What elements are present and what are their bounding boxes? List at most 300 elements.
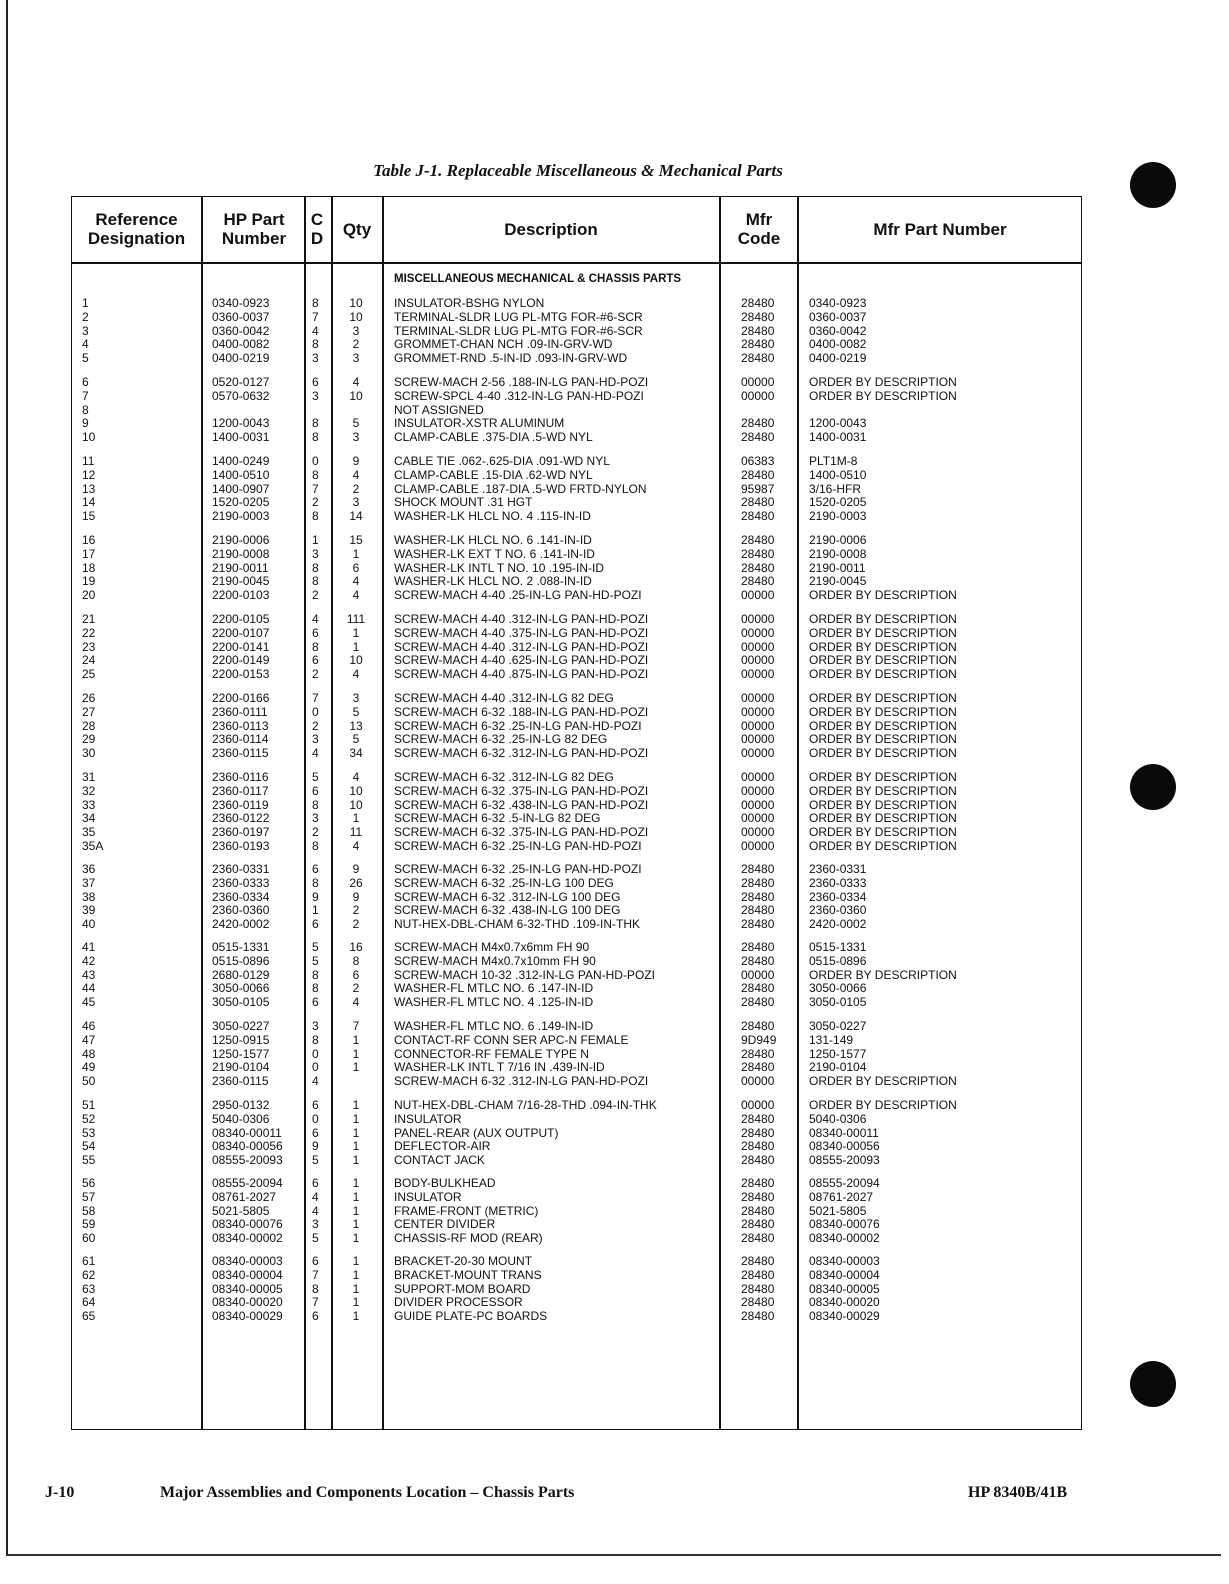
cell-mfr-code: 00000	[741, 783, 775, 798]
cell-quantity: 15	[349, 533, 363, 547]
cell-mfr-code: 9D949	[741, 1032, 777, 1047]
cell-check-digit: 3	[312, 388, 319, 403]
cell-check-digit: 6	[312, 1176, 319, 1190]
cell-ref-designation: 15	[82, 509, 96, 524]
cell-hp-part-number: 2360-0334	[212, 889, 270, 904]
cell-mfr-code: 28480	[741, 1295, 775, 1310]
cell-description: CONTACT JACK	[394, 1153, 485, 1168]
footer-page-number: J-10	[45, 1484, 75, 1501]
cell-mfr-part-number: 0515-0896	[809, 953, 867, 968]
cell-mfr-code: 00000	[741, 811, 775, 826]
cell-description: BRACKET-20-30 MOUNT	[394, 1254, 533, 1268]
cell-mfr-code: 28480	[741, 574, 775, 589]
cell-hp-part-number: 2360-0197	[212, 825, 270, 840]
table-row	[0, 589, 1229, 603]
cell-check-digit: 6	[312, 995, 319, 1010]
cell-quantity: 1	[352, 1217, 360, 1232]
table-row	[0, 404, 1229, 418]
cell-hp-part-number: 2360-0113	[212, 718, 269, 733]
cell-hp-part-number: 2360-0115	[212, 746, 269, 761]
cell-ref-designation: 7	[82, 388, 89, 403]
cell-quantity: 1	[352, 1111, 360, 1126]
cell-ref-designation: 39	[82, 903, 96, 918]
cell-check-digit: 6	[312, 625, 319, 640]
cell-hp-part-number: 2360-0122	[212, 811, 270, 826]
cell-hp-part-number: 1400-0907	[212, 481, 270, 496]
cell-mfr-code: 28480	[741, 1281, 775, 1296]
cell-check-digit: 3	[312, 1019, 319, 1033]
cell-quantity: 4	[352, 770, 360, 784]
table-row	[0, 325, 1229, 339]
cell-quantity: 16	[349, 940, 363, 954]
cell-ref-designation: 64	[82, 1295, 96, 1310]
cell-description: WASHER-LK INTL T 7/16 IN .439-IN-ID	[394, 1060, 605, 1075]
cell-hp-part-number: 08555-20094	[212, 1176, 283, 1190]
cell-quantity: 3	[352, 691, 360, 705]
cell-ref-designation: 17	[82, 546, 96, 561]
cell-check-digit: 6	[312, 653, 319, 668]
cell-ref-designation: 30	[82, 746, 96, 761]
cell-description: WASHER-LK EXT T NO. 6 .141-IN-ID	[394, 546, 595, 561]
cell-mfr-part-number: ORDER BY DESCRIPTION	[809, 612, 957, 626]
cell-check-digit: 6	[312, 1254, 319, 1268]
table-row	[0, 840, 1229, 854]
cell-check-digit: 2	[312, 718, 319, 733]
table-row	[0, 534, 1229, 548]
cell-mfr-code: 00000	[741, 838, 775, 853]
cell-ref-designation: 47	[82, 1032, 96, 1047]
cell-description: SCREW-MACH 6-32 .25-IN-LG 100 DEG	[394, 875, 614, 890]
cell-quantity: 9	[352, 889, 360, 904]
cell-quantity: 4	[352, 375, 360, 389]
cell-description: SCREW-MACH 6-32 .312-IN-LG 100 DEG	[394, 889, 621, 904]
cell-hp-part-number: 2200-0149	[212, 653, 270, 668]
cell-ref-designation: 45	[82, 995, 96, 1010]
cell-quantity: 1	[352, 1046, 360, 1061]
cell-check-digit: 8	[312, 416, 319, 431]
cell-mfr-code: 95987	[741, 481, 775, 496]
cell-ref-designation: 28	[82, 718, 96, 733]
cell-ref-designation: 41	[82, 940, 96, 954]
cell-quantity: 2	[352, 337, 360, 352]
cell-quantity: 6	[352, 967, 360, 982]
header-hp-part-number: HP Part Number	[221, 210, 287, 248]
cell-check-digit: 8	[312, 639, 319, 654]
cell-mfr-code: 00000	[741, 825, 775, 840]
table-row	[0, 1310, 1229, 1324]
row-group	[0, 1255, 1229, 1324]
cell-check-digit: 3	[312, 732, 319, 747]
table-row	[0, 376, 1229, 390]
row-group	[0, 1020, 1229, 1089]
cell-ref-designation: 24	[82, 653, 96, 668]
cell-mfr-part-number: ORDER BY DESCRIPTION	[809, 667, 957, 682]
cell-description: PANEL-REAR (AUX OUTPUT)	[394, 1125, 559, 1140]
cell-mfr-part-number: 08340-00020	[809, 1295, 880, 1310]
cell-check-digit: 3	[312, 546, 319, 561]
cell-mfr-part-number: 1400-0031	[809, 430, 867, 445]
cell-description: GUIDE PLATE-PC BOARDS	[394, 1309, 548, 1324]
cell-check-digit: 5	[312, 1153, 319, 1168]
cell-check-digit: 2	[312, 588, 319, 603]
cell-mfr-part-number: ORDER BY DESCRIPTION	[809, 811, 957, 826]
cell-hp-part-number: 08340-00020	[212, 1295, 283, 1310]
cell-mfr-code: 28480	[741, 416, 775, 431]
cell-hp-part-number: 2190-0008	[212, 546, 270, 561]
cell-hp-part-number: 2200-0141	[212, 639, 270, 654]
cell-mfr-part-number: 3050-0105	[809, 995, 867, 1010]
cell-check-digit: 5	[312, 953, 319, 968]
table-row	[0, 1205, 1229, 1219]
cell-check-digit: 4	[312, 612, 319, 626]
cell-mfr-part-number: ORDER BY DESCRIPTION	[809, 639, 957, 654]
cell-mfr-code: 00000	[741, 588, 775, 603]
cell-quantity: 4	[352, 574, 360, 589]
table-row	[0, 812, 1229, 826]
cell-mfr-part-number: ORDER BY DESCRIPTION	[809, 718, 957, 733]
cell-description: CENTER DIVIDER	[394, 1217, 496, 1232]
cell-description: SCREW-MACH 6-32 .25-IN-LG PAN-HD-POZI	[394, 838, 642, 853]
table-row	[0, 455, 1229, 469]
cell-ref-designation: 59	[82, 1217, 96, 1232]
footer-model: HP 8340B/41B	[968, 1484, 1068, 1501]
row-group	[0, 534, 1229, 603]
cell-hp-part-number: 2420-0002	[212, 917, 270, 932]
cell-hp-part-number: 2360-0114	[212, 732, 269, 747]
cell-mfr-part-number: ORDER BY DESCRIPTION	[809, 388, 957, 403]
cell-hp-part-number: 2200-0153	[212, 667, 270, 682]
cell-mfr-code: 28480	[741, 1111, 775, 1126]
cell-hp-part-number: 2680-0129	[212, 967, 270, 982]
cell-quantity: 9	[352, 862, 360, 876]
cell-description: WASHER-LK HLCL NO. 6 .141-IN-ID	[394, 533, 592, 547]
table-row	[0, 706, 1229, 720]
cell-mfr-code: 28480	[741, 323, 775, 338]
cell-mfr-part-number: 3050-0066	[809, 981, 867, 996]
cell-mfr-code: 28480	[741, 1125, 775, 1140]
cell-description: NUT-HEX-DBL-CHAM 6-32-THD .109-IN-THK	[394, 917, 641, 932]
cell-quantity: 1	[352, 1176, 360, 1190]
cell-description: WASHER-LK HLCL NO. 2 .088-IN-ID	[394, 574, 592, 589]
cell-description: SCREW-MACH 6-32 .375-IN-LG PAN-HD-POZI	[394, 825, 649, 840]
cell-mfr-code: 06383	[741, 454, 775, 468]
row-group	[0, 1099, 1229, 1168]
cell-check-digit: 9	[312, 889, 319, 904]
table-row	[0, 1269, 1229, 1283]
cell-hp-part-number: 08340-00029	[212, 1309, 283, 1324]
cell-ref-designation: 65	[82, 1309, 96, 1324]
cell-ref-designation: 34	[82, 811, 96, 826]
cell-check-digit: 7	[312, 481, 319, 496]
cell-check-digit: 9	[312, 1139, 319, 1154]
cell-description: CLAMP-CABLE .187-DIA .5-WD FRTD-NYLON	[394, 481, 647, 496]
cell-description: INSULATOR	[394, 1189, 462, 1204]
table-row	[0, 771, 1229, 785]
table-row	[0, 891, 1229, 905]
cell-hp-part-number: 2190-0003	[212, 509, 270, 524]
cell-description: WASHER-FL MTLC NO. 4 .125-IN-ID	[394, 995, 594, 1010]
cell-quantity: 7	[352, 1019, 360, 1033]
cell-quantity: 1	[352, 1281, 360, 1296]
cell-hp-part-number: 0570-0632	[212, 388, 270, 403]
cell-mfr-code: 28480	[741, 917, 775, 932]
cell-description: SCREW-MACH 4-40 .875-IN-LG PAN-HD-POZI	[394, 667, 649, 682]
cell-quantity: 4	[352, 838, 360, 853]
cell-hp-part-number: 3050-0227	[212, 1019, 270, 1033]
cell-hp-part-number: 5021-5805	[212, 1203, 270, 1218]
table-row	[0, 311, 1229, 325]
cell-check-digit: 5	[312, 1231, 319, 1246]
table-row	[0, 877, 1229, 891]
table-row	[0, 955, 1229, 969]
cell-mfr-code: 28480	[741, 1060, 775, 1075]
cell-mfr-code: 28480	[741, 1309, 775, 1324]
cell-hp-part-number: 1250-1577	[212, 1046, 270, 1061]
cell-mfr-code: 28480	[741, 1139, 775, 1154]
cell-mfr-code: 28480	[741, 1203, 775, 1218]
cell-description: SCREW-MACH 6-32 .188-IN-LG PAN-HD-POZI	[394, 704, 649, 719]
cell-check-digit: 8	[312, 509, 319, 524]
cell-ref-designation: 14	[82, 495, 96, 510]
cell-description: SCREW-MACH 6-32 .312-IN-LG PAN-HD-POZI	[394, 1074, 649, 1089]
table-row	[0, 1034, 1229, 1048]
cell-quantity: 10	[349, 653, 363, 668]
cell-hp-part-number: 1400-0249	[212, 454, 270, 468]
cell-hp-part-number: 1520-0205	[212, 495, 270, 510]
cell-mfr-part-number: ORDER BY DESCRIPTION	[809, 838, 957, 853]
cell-description: WASHER-LK HLCL NO. 4 .115-IN-ID	[394, 509, 591, 524]
cell-mfr-part-number: 08340-00056	[809, 1139, 880, 1154]
cell-quantity: 14	[349, 509, 363, 524]
table-row	[0, 1283, 1229, 1297]
table-row	[0, 1113, 1229, 1127]
cell-quantity: 2	[352, 981, 360, 996]
cell-hp-part-number: 08555-20093	[212, 1153, 283, 1168]
cell-hp-part-number: 2190-0045	[212, 574, 270, 589]
table-row	[0, 863, 1229, 877]
cell-check-digit: 8	[312, 981, 319, 996]
table-title: Table J-1. Replaceable Miscellaneous & Mechanical Parts	[373, 161, 783, 180]
cell-ref-designation: 46	[82, 1019, 96, 1033]
cell-hp-part-number: 08340-00004	[212, 1267, 283, 1282]
cell-mfr-code: 28480	[741, 533, 775, 547]
cell-mfr-part-number: 2190-0011	[809, 560, 866, 575]
row-group	[0, 692, 1229, 761]
row-group	[0, 771, 1229, 854]
cell-description: SCREW-MACH 6-32 .25-IN-LG 82 DEG	[394, 732, 608, 747]
table-row	[0, 390, 1229, 404]
cell-ref-designation: 35	[82, 825, 96, 840]
cell-description: SCREW-MACH 6-32 .5-IN-LG 82 DEG	[394, 811, 601, 826]
cell-ref-designation: 26	[82, 691, 96, 705]
cell-mfr-code: 28480	[741, 337, 775, 352]
cell-ref-designation: 2	[82, 309, 89, 324]
cell-check-digit: 6	[312, 1125, 319, 1140]
cell-check-digit: 6	[312, 917, 319, 932]
cell-mfr-part-number: 08340-00029	[809, 1309, 880, 1324]
cell-ref-designation: 55	[82, 1153, 96, 1168]
cell-quantity: 1	[352, 1032, 360, 1047]
cell-hp-part-number: 3050-0066	[212, 981, 270, 996]
cell-mfr-code: 00000	[741, 967, 775, 982]
cell-check-digit: 4	[312, 746, 319, 761]
cell-description: SCREW-MACH 4-40 .312-IN-LG 82 DEG	[394, 691, 614, 705]
cell-description: DEFLECTOR-AIR	[394, 1139, 491, 1154]
cell-mfr-code: 00000	[741, 704, 775, 719]
cell-quantity: 3	[352, 495, 360, 510]
cell-hp-part-number: 0515-1331	[212, 940, 270, 954]
cell-quantity: 4	[352, 588, 360, 603]
cell-description: SCREW-MACH 6-32 .312-IN-LG PAN-HD-POZI	[394, 746, 649, 761]
cell-hp-part-number: 08761-2027	[212, 1189, 277, 1204]
cell-description: SUPPORT-MOM BOARD	[394, 1281, 531, 1296]
cell-description: SCREW-MACH 4-40 .25-IN-LG PAN-HD-POZI	[394, 588, 642, 603]
cell-ref-designation: 19	[82, 574, 96, 589]
table-row	[0, 613, 1229, 627]
cell-mfr-part-number: ORDER BY DESCRIPTION	[809, 691, 957, 705]
cell-ref-designation: 22	[82, 625, 96, 640]
cell-mfr-code: 28480	[741, 1046, 775, 1061]
cell-description: SHOCK MOUNT .31 HGT	[394, 495, 533, 510]
cell-hp-part-number: 2360-0115	[212, 1074, 269, 1089]
cell-hp-part-number: 1200-0043	[212, 416, 270, 431]
cell-mfr-code: 28480	[741, 862, 775, 876]
cell-hp-part-number: 08340-00076	[212, 1217, 283, 1232]
cell-description: SCREW-MACH 6-32 .438-IN-LG PAN-HD-POZI	[394, 797, 649, 812]
cell-mfr-code: 00000	[741, 653, 775, 668]
cell-ref-designation: 42	[82, 953, 96, 968]
cell-quantity: 11	[349, 825, 363, 840]
cell-mfr-part-number: 08555-20093	[809, 1153, 880, 1168]
cell-check-digit: 8	[312, 467, 319, 482]
table-row	[0, 996, 1229, 1010]
cell-hp-part-number: 2360-0333	[212, 875, 270, 890]
cell-mfr-part-number: 0360-0042	[809, 323, 867, 338]
table-row	[0, 562, 1229, 576]
cell-hp-part-number: 1250-0915	[212, 1032, 270, 1047]
cell-mfr-code: 00000	[741, 639, 775, 654]
cell-check-digit: 4	[312, 1074, 319, 1089]
cell-mfr-part-number: 0400-0219	[809, 351, 867, 366]
table-row	[0, 747, 1229, 761]
cell-quantity: 6	[352, 560, 360, 575]
cell-mfr-code: 00000	[741, 388, 775, 403]
table-row	[0, 483, 1229, 497]
cell-ref-designation: 10	[82, 430, 96, 445]
cell-description: GROMMET-RND .5-IN-ID .093-IN-GRV-WD	[394, 351, 628, 366]
row-group	[0, 1177, 1229, 1246]
cell-quantity: 4	[352, 467, 360, 482]
cell-hp-part-number: 2360-0116	[212, 770, 269, 784]
cell-mfr-code: 00000	[741, 612, 775, 626]
cell-ref-designation: 43	[82, 967, 96, 982]
cell-mfr-code: 28480	[741, 351, 775, 366]
cell-description: WASHER-LK INTL T NO. 10 .195-IN-ID	[394, 560, 605, 575]
cell-mfr-part-number: 131-149	[809, 1032, 854, 1047]
cell-ref-designation: 49	[82, 1060, 96, 1075]
row-group	[0, 613, 1229, 682]
cell-mfr-part-number: 08340-00011	[809, 1125, 879, 1140]
cell-mfr-part-number: 2360-0333	[809, 875, 867, 890]
cell-check-digit: 7	[312, 1267, 319, 1282]
row-group	[0, 455, 1229, 524]
table-row	[0, 1140, 1229, 1154]
cell-ref-designation: 6	[82, 375, 89, 389]
cell-check-digit: 8	[312, 574, 319, 589]
cell-quantity: 3	[352, 351, 360, 366]
cell-ref-designation: 31	[82, 770, 96, 784]
cell-quantity: 1	[352, 625, 360, 640]
cell-ref-designation: 36	[82, 862, 96, 876]
cell-check-digit: 2	[312, 825, 319, 840]
cell-check-digit: 7	[312, 691, 319, 705]
cell-description: BODY-BULKHEAD	[394, 1176, 496, 1190]
cell-hp-part-number: 08340-00003	[212, 1254, 283, 1268]
cell-description: INSULATOR	[394, 1111, 462, 1126]
cell-mfr-part-number: ORDER BY DESCRIPTION	[809, 967, 957, 982]
cell-quantity: 1	[352, 546, 360, 561]
section-title: MISCELLANEOUS MECHANICAL & CHASSIS PARTS	[394, 273, 682, 285]
cell-ref-designation: 9	[82, 416, 89, 431]
cell-quantity: 1	[352, 1295, 360, 1310]
cell-ref-designation: 16	[82, 533, 96, 547]
cell-ref-designation: 8	[82, 402, 89, 417]
cell-description: WASHER-FL MTLC NO. 6 .147-IN-ID	[394, 981, 594, 996]
cell-mfr-code: 28480	[741, 995, 775, 1010]
cell-mfr-part-number: 0340-0923	[809, 296, 867, 310]
cell-ref-designation: 33	[82, 797, 96, 812]
cell-description: SCREW-MACH 6-32 .312-IN-LG 82 DEG	[394, 770, 614, 784]
cell-check-digit: 4	[312, 1189, 319, 1204]
cell-mfr-code: 00000	[741, 718, 775, 733]
cell-mfr-part-number: 08555-20094	[809, 1176, 880, 1190]
cell-quantity: 4	[352, 667, 360, 682]
table-row	[0, 1048, 1229, 1062]
table-row	[0, 1127, 1229, 1141]
cell-ref-designation: 40	[82, 917, 96, 932]
cell-check-digit: 8	[312, 838, 319, 853]
cell-mfr-part-number: 2190-0008	[809, 546, 867, 561]
cell-check-digit: 8	[312, 560, 319, 575]
row-group	[0, 297, 1229, 366]
cell-check-digit: 1	[312, 903, 319, 918]
cell-mfr-part-number: 3050-0227	[809, 1019, 867, 1033]
table-row	[0, 548, 1229, 562]
cell-check-digit: 0	[312, 1060, 319, 1075]
cell-description: SCREW-MACH 6-32 .25-IN-LG PAN-HD-POZI	[394, 718, 642, 733]
cell-mfr-code: 00000	[741, 691, 775, 705]
cell-check-digit: 3	[312, 1217, 319, 1232]
cell-mfr-part-number: ORDER BY DESCRIPTION	[809, 797, 957, 812]
table-row	[0, 1099, 1229, 1113]
cell-hp-part-number: 2360-0331	[212, 862, 270, 876]
cell-mfr-part-number: 08340-00005	[809, 1281, 880, 1296]
cell-quantity: 10	[349, 309, 363, 324]
cell-mfr-code: 00000	[741, 667, 775, 682]
table-row	[0, 352, 1229, 366]
table-row	[0, 431, 1229, 445]
cell-mfr-code: 28480	[741, 309, 775, 324]
cell-quantity: 1	[352, 1267, 360, 1282]
cell-ref-designation: 3	[82, 323, 89, 338]
cell-description: TERMINAL-SLDR LUG PL-MTG FOR-#6-SCR	[394, 309, 643, 324]
table-row	[0, 338, 1229, 352]
cell-check-digit: 6	[312, 862, 319, 876]
cell-mfr-code: 28480	[741, 1176, 775, 1190]
table-row	[0, 692, 1229, 706]
cell-quantity: 13	[349, 718, 363, 733]
table-row	[0, 297, 1229, 311]
